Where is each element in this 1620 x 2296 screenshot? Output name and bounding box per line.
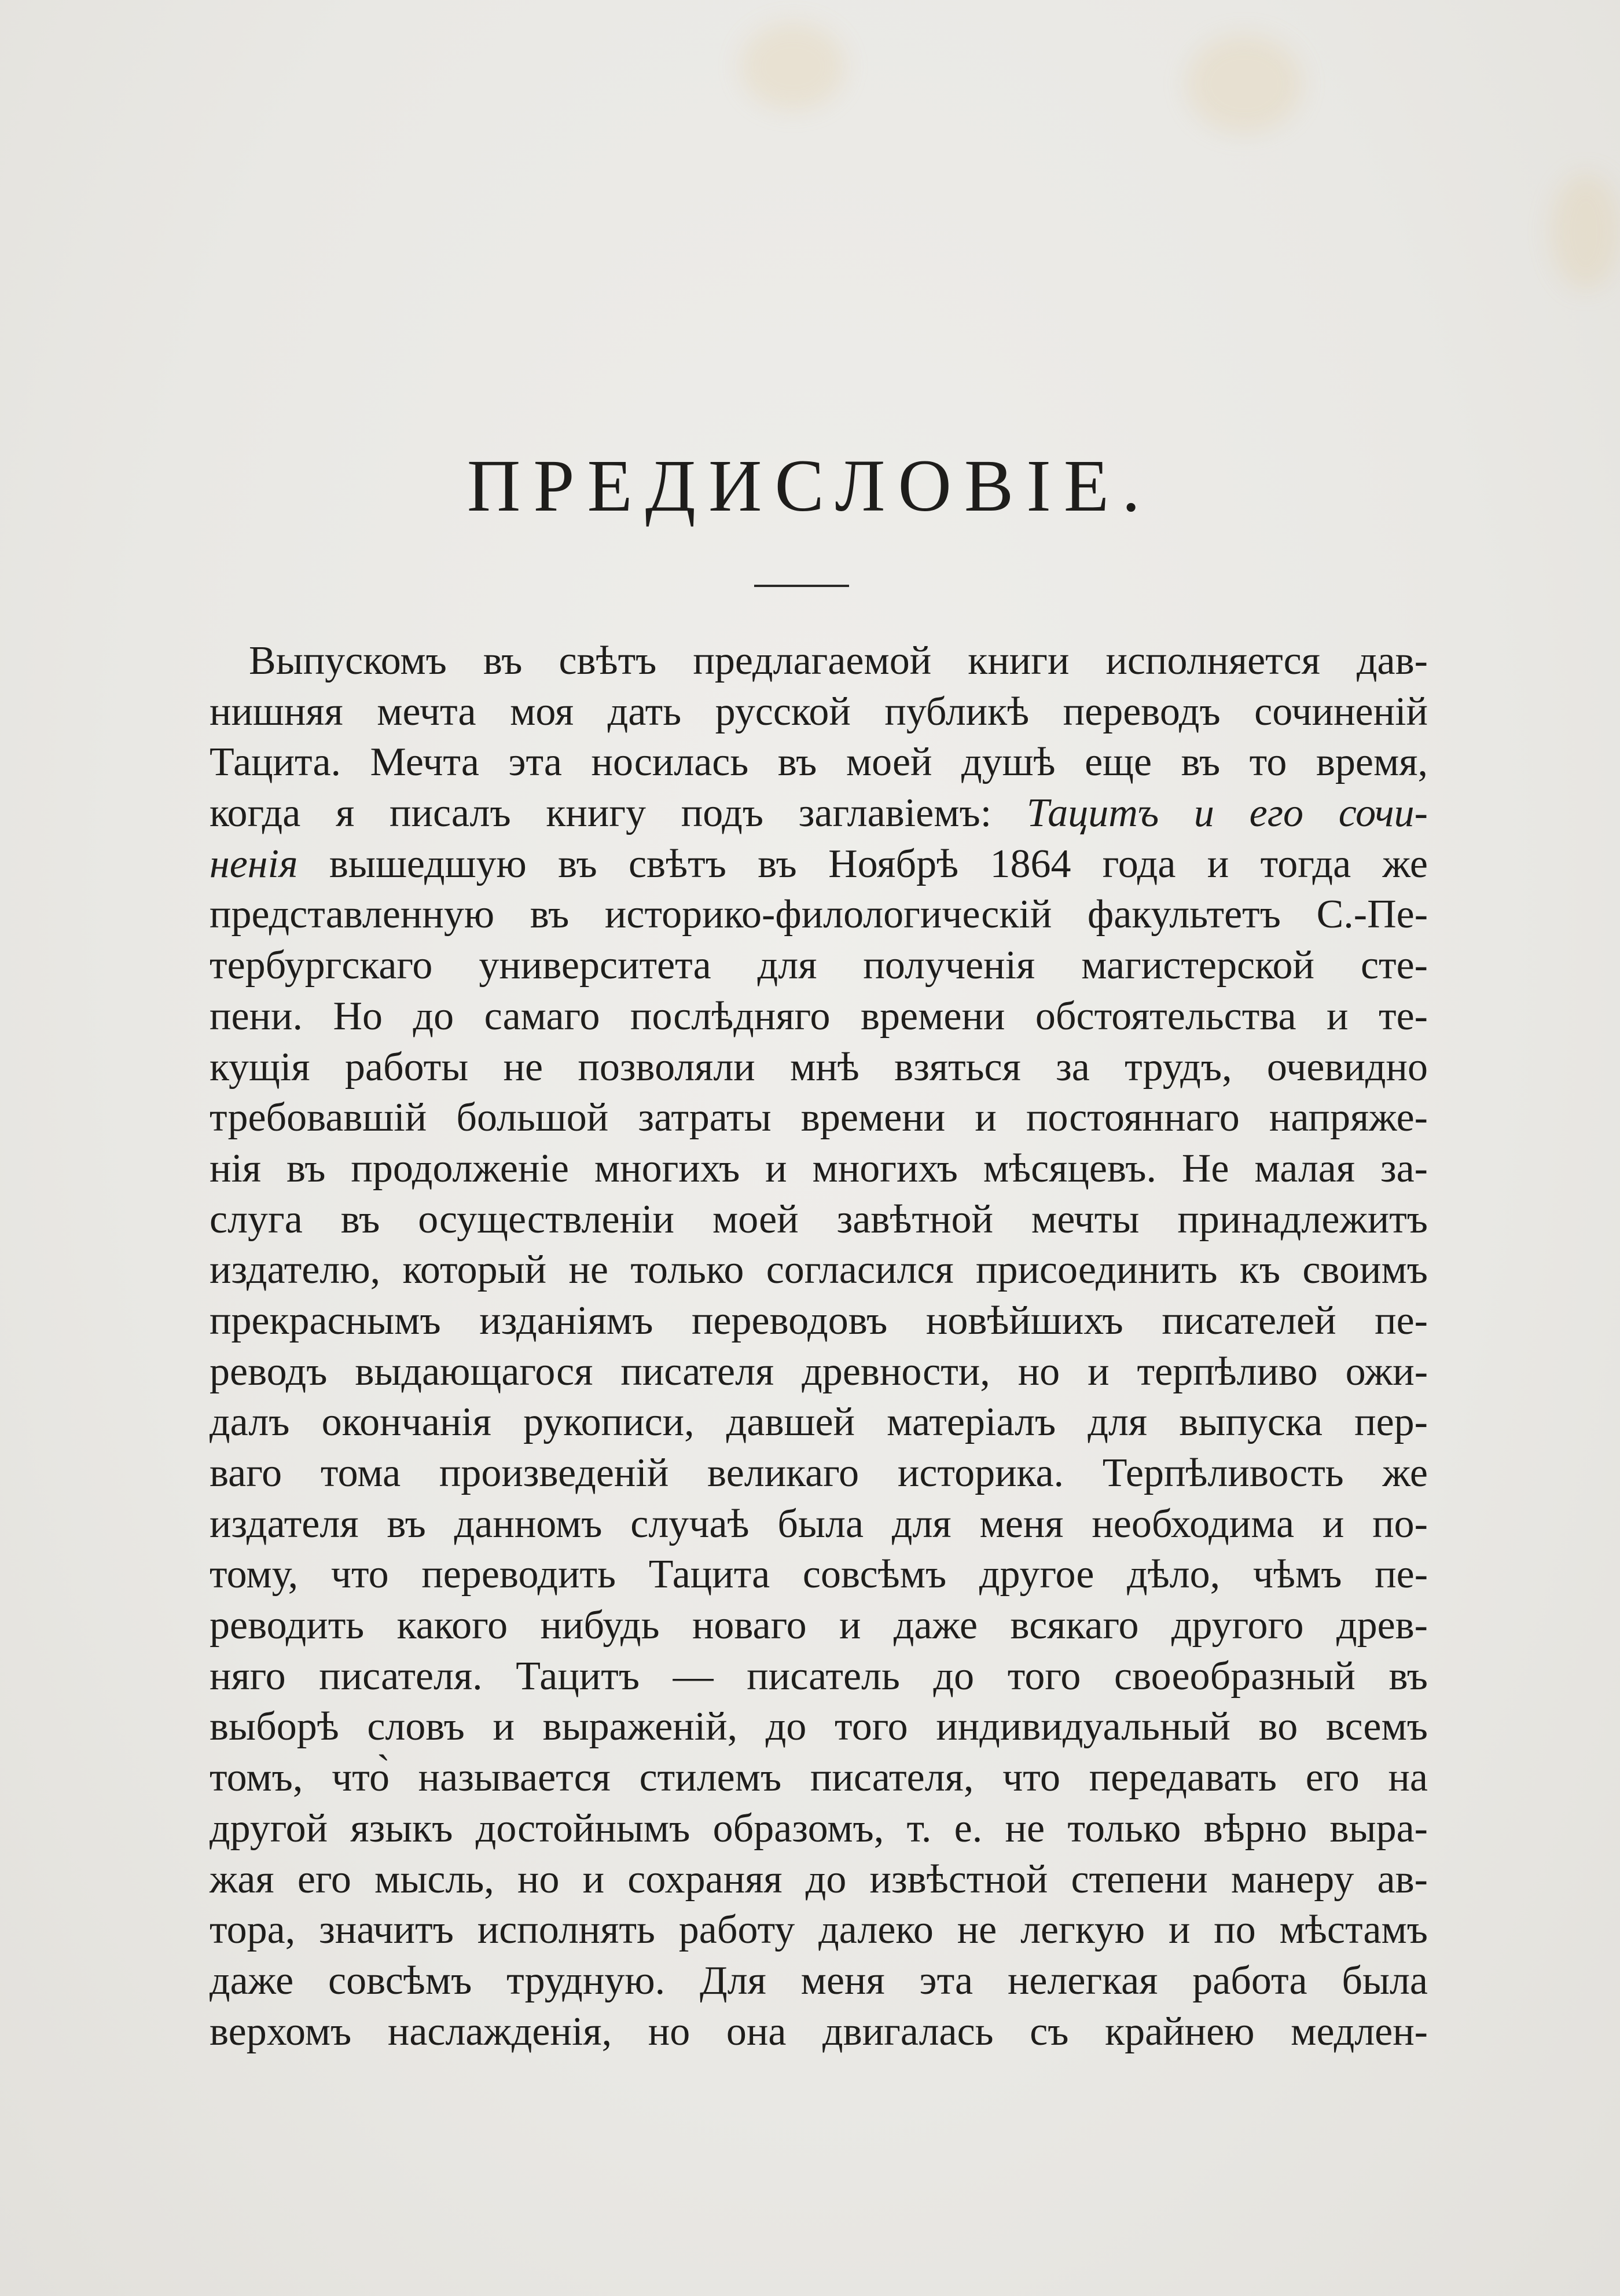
- italic-book-title: ненія: [210, 841, 298, 886]
- text-line: представленную въ историко-филологическій факультетъ С.-Пе-: [210, 892, 1428, 937]
- text-line: нія въ продолженіе многихъ и многихъ мѣсяцевъ. Не малая за-: [210, 1146, 1428, 1191]
- text-line: ваго тома произведеній великаго историка. Терпѣливость же: [210, 1451, 1428, 1495]
- text-line: жая его мысль, но и сохраняя до извѣстной степени манеру ав-: [210, 1857, 1428, 1902]
- text-line: слуга въ осуществленіи моей завѣтной мечты принадлежитъ: [210, 1197, 1428, 1242]
- text-line: няго писателя. Тацитъ — писатель до того своеобразный въ: [210, 1653, 1428, 1699]
- text-fragment: когда я писалъ книгу подъ заглавіемъ:: [210, 791, 992, 836]
- text-line: Выпускомъ въ свѣтъ предлагаемой книги исполняется дав-: [249, 639, 1428, 683]
- paper-stain: [741, 23, 845, 110]
- text-line: тому, что переводить Тацита совсѣмъ другое дѣло, чѣмъ пе-: [210, 1552, 1428, 1597]
- text-line: реводить какого нибудь новаго и даже всякаго другого древ-: [210, 1603, 1428, 1648]
- page-title: ПРЕДИСЛОВІЕ.: [466, 445, 1154, 527]
- text-line: верхомъ наслажденія, но она двигалась съ крайнею медлен-: [210, 2009, 1428, 2054]
- text-line: пени. Но до самаго послѣдняго времени обстоятельства и те-: [210, 993, 1428, 1039]
- text-line: издателя въ данномъ случаѣ была для меня необходима и по-: [210, 1501, 1428, 1546]
- text-line: нишняя мечта моя дать русской публикѣ переводъ сочиненій: [210, 689, 1428, 734]
- text-line: [210, 839, 1428, 890]
- text-fragment: вышедшую въ свѣтъ въ Ноябрѣ 1864 года и тогда же: [297, 841, 1428, 886]
- text-line: даже совсѣмъ трудную. Для меня эта нелегкая работа была: [210, 1958, 1428, 2003]
- text-line: томъ, что̀ называется стилемъ писателя, что передавать его на: [210, 1755, 1428, 1800]
- text-line: другой языкъ достойнымъ образомъ, т. е. не только вѣрно выра-: [210, 1806, 1428, 1851]
- title-divider: [754, 585, 849, 587]
- text-line: выборѣ словъ и выраженій, до того индивидуальный во всемъ: [210, 1704, 1428, 1749]
- paper-stain: [1551, 174, 1620, 289]
- text-line: тербургскаго университета для полученія магистерской сте-: [210, 943, 1428, 988]
- text-line: реводъ выдающагося писателя древности, но и терпѣливо ожи-: [210, 1349, 1428, 1394]
- text-line: кущія работы не позволяли мнѣ взяться за трудъ, очевидно: [210, 1044, 1428, 1090]
- text-line: далъ окончанія рукописи, давшей матеріалъ для выпуска пер-: [210, 1400, 1428, 1445]
- text-line: Тацита. Мечта эта носилась въ моей душѣ еще въ то время,: [210, 740, 1428, 785]
- preface-text: [210, 636, 1428, 2057]
- text-line: прекраснымъ изданіямъ переводовъ новѣйшихъ писателей пе-: [210, 1298, 1428, 1343]
- paper-stain: [1186, 35, 1302, 133]
- text-line: [210, 788, 1428, 839]
- text-line: издателю, который не только согласился присоединить къ своимъ: [210, 1248, 1428, 1293]
- text-line: тора, значитъ исполнять работу далеко не легкую и по мѣстамъ: [210, 1908, 1428, 1953]
- text-line: требовавшій большой затраты времени и постояннаго напряже-: [210, 1095, 1428, 1140]
- italic-book-title: Тацитъ и его сочи-: [1026, 791, 1428, 836]
